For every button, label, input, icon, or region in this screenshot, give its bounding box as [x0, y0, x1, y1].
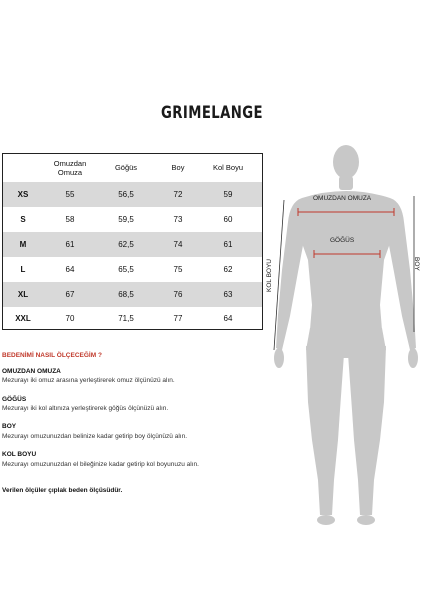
guide-text-sleeve: Mezurayı omuzunuzdan el bileğinize kadar getirip kol boyunuzu alın. — [2, 461, 199, 468]
table-row — [3, 232, 262, 257]
shoulder-value: 58 — [65, 215, 75, 224]
guide-title: BEDENİMİ NASIL ÖLÇECEĞİM ? — [2, 352, 102, 359]
shoulder-value: 70 — [65, 314, 75, 323]
length-value: 72 — [173, 190, 183, 199]
footnote: Verilen ölçüler çıplak beden ölçüsüdür. — [2, 487, 123, 494]
guide-heading-sleeve: KOL BOYU — [2, 451, 37, 458]
brand-title: GRIMELANGE — [161, 103, 263, 123]
chest-value: 68,5 — [118, 290, 134, 299]
guide-heading-shoulder: OMUZDAN OMUZA — [2, 368, 61, 375]
length-value: 74 — [173, 240, 183, 249]
chest-value: 62,5 — [118, 240, 134, 249]
sleeve-value: 64 — [223, 314, 233, 323]
sleeve-value: 63 — [223, 290, 233, 299]
shoulder-label: OMUZDAN OMUZA — [313, 195, 372, 202]
table-row — [3, 282, 262, 307]
sleeve-value: 60 — [223, 215, 233, 224]
height-label: BOY — [413, 257, 420, 271]
chest-value: 65,5 — [118, 265, 134, 274]
size-table — [2, 153, 263, 330]
size-label: S — [20, 215, 26, 224]
sleeve-value: 62 — [223, 265, 233, 274]
guide-text-shoulder: Mezurayı iki omuz arasına yerleştirerek omuz ölçünüzü alın. — [2, 377, 175, 384]
guide-text-length: Mezurayı omuzunuzdan belinize kadar getirip boy ölçünüzü alın. — [2, 433, 187, 440]
length-value: 77 — [173, 314, 183, 323]
length-value: 76 — [173, 290, 183, 299]
table-row — [3, 306, 262, 331]
table-row — [3, 257, 262, 282]
shoulder-value: 67 — [65, 290, 75, 299]
chest-value: 56,5 — [118, 190, 134, 199]
size-label: XXL — [15, 314, 31, 323]
size-label: XS — [17, 190, 29, 199]
size-label: L — [20, 265, 26, 274]
header-chest: Göğüs — [114, 163, 138, 172]
length-value: 73 — [173, 215, 183, 224]
guide-text-chest: Mezurayı iki kol altınıza yerleştirerek göğüs ölçünüzü alın. — [2, 405, 169, 412]
size-label: XL — [17, 290, 29, 299]
shoulder-value: 55 — [65, 190, 75, 199]
table-header-row — [3, 154, 262, 181]
shoulder-value: 61 — [65, 240, 75, 249]
sleeve-value: 61 — [223, 240, 233, 249]
sleeve-value: 59 — [223, 190, 233, 199]
header-sleeve: Kol Boyu — [212, 163, 244, 172]
guide-heading-chest: GÖĞÜS — [2, 396, 27, 403]
shoulder-value: 64 — [65, 265, 75, 274]
header-shoulder: Omuzdan Omuza — [53, 158, 87, 177]
chest-label: GÖĞÜS — [330, 237, 355, 244]
chest-value: 71,5 — [118, 314, 134, 323]
length-value: 75 — [173, 265, 183, 274]
table-row — [3, 182, 262, 207]
guide-heading-length: BOY — [2, 423, 17, 430]
size-label: M — [19, 240, 27, 249]
header-length: Boy — [171, 163, 185, 172]
table-row — [3, 207, 262, 232]
chest-value: 59,5 — [118, 215, 134, 224]
body-silhouette — [268, 140, 424, 580]
arm-length-label: KOL BOYU — [266, 259, 273, 292]
body-measurement-figure — [268, 140, 424, 580]
